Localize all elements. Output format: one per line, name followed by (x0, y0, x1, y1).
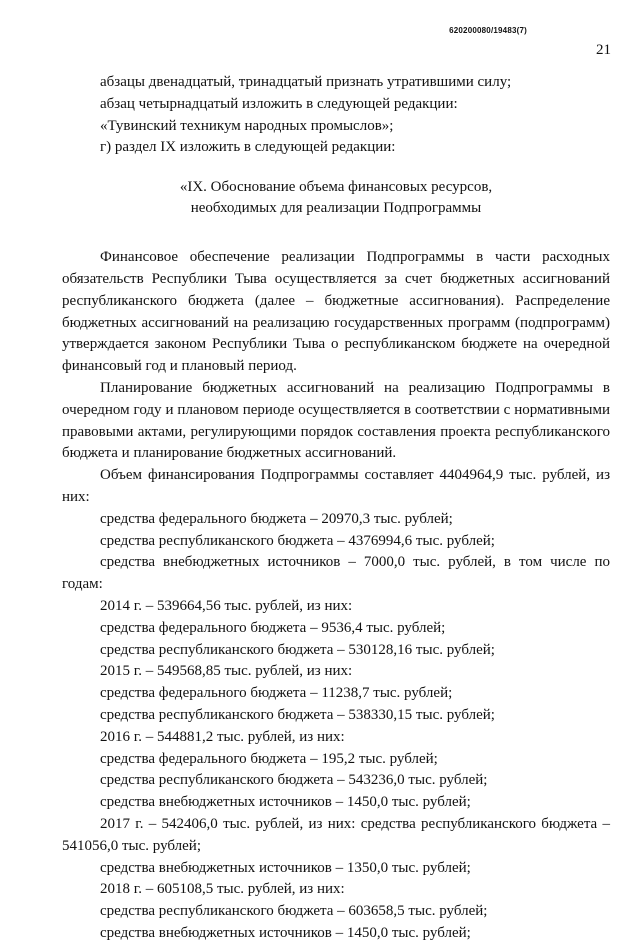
page-content (62, 72, 610, 945)
funding-line: средства республиканского бюджета – 543236,0 тыс. рублей; (100, 772, 488, 789)
funding-line: 2014 г. – 539664,56 тыс. рублей, из них: (100, 597, 353, 614)
document-code: 620200080/19483(7) (449, 26, 527, 35)
funding-line: средства федерального бюджета – 20970,3 тыс. рублей; (100, 510, 453, 527)
funding-line: средства внебюджетных источников – 7000,0 тыс. рублей, в том числе по годам: (62, 554, 610, 593)
section-heading (62, 177, 610, 219)
funding-line: 2017 г. – 542406,0 тыс. рублей, из них: средства республиканского бюджета – 541056,0 тыс. рублей; (62, 815, 610, 854)
funding-line: средства республиканского бюджета – 538330,15 тыс. рублей; (100, 706, 495, 723)
funding-line: средства внебюджетных источников – 1450,0 тыс. рублей; (100, 794, 471, 811)
funding-line: средства федерального бюджета – 9536,4 тыс. рублей; (100, 619, 446, 636)
funding-line: средства внебюджетных источников – 1350,0 тыс. рублей; (100, 859, 471, 876)
section-heading-line: «IX. Обоснование объема финансовых ресурсов, (179, 179, 493, 196)
intro-line: «Тувинский техникум народных промыслов»; (100, 117, 394, 134)
paragraph: Объем финансирования Подпрограммы составляет 4404964,9 тыс. рублей, из них: (62, 467, 610, 505)
paragraph: Финансовое обеспечение реализации Подпрограммы в части расходных обязательств Республики Тыва осуществляется за счет бюджетных ассигнований республиканского бюджета (далее – бюджетные ассигнования). Распределение бюджетных ассигнований на реализацию государственных программ (подпрограмм) утверждается законом Республики Тыва о республиканском бюджете на очередной финансовый год и плановый период. (62, 249, 610, 375)
paragraph: Планирование бюджетных ассигнований на реализацию Подпрограммы в очередном году и плановом периоде осуществляется в соответствии с нормативными правовыми актами, регулирующими порядок составления проекта республиканского бюджета и планирование бюджетных ассигнований. (62, 379, 610, 462)
funding-line: средства республиканского бюджета – 603658,5 тыс. рублей; (100, 903, 488, 920)
funding-line: средства федерального бюджета – 11238,7 тыс. рублей; (100, 685, 453, 702)
funding-line: 2016 г. – 544881,2 тыс. рублей, из них: (100, 728, 345, 745)
funding-line: средства федерального бюджета – 195,2 тыс. рублей; (100, 750, 438, 767)
intro-line: г) раздел IX изложить в следующей редакции: (100, 139, 396, 156)
funding-line: средства внебюджетных источников – 1450,0 тыс. рублей; (100, 924, 471, 941)
funding-line: средства республиканского бюджета – 530128,16 тыс. рублей; (100, 641, 495, 658)
funding-line: средства республиканского бюджета – 4376994,6 тыс. рублей; (100, 532, 495, 549)
funding-line: 2018 г. – 605108,5 тыс. рублей, из них: (100, 881, 345, 898)
section-heading-line: необходимых для реализации Подпрограммы (190, 200, 482, 217)
funding-line: 2015 г. – 549568,85 тыс. рублей, из них: (100, 663, 353, 680)
intro-line: абзацы двенадцатый, тринадцатый признать утратившими силу; (100, 74, 512, 90)
intro-line: абзац четырнадцатый изложить в следующей редакции: (100, 95, 458, 112)
page-number: 21 (596, 42, 611, 58)
